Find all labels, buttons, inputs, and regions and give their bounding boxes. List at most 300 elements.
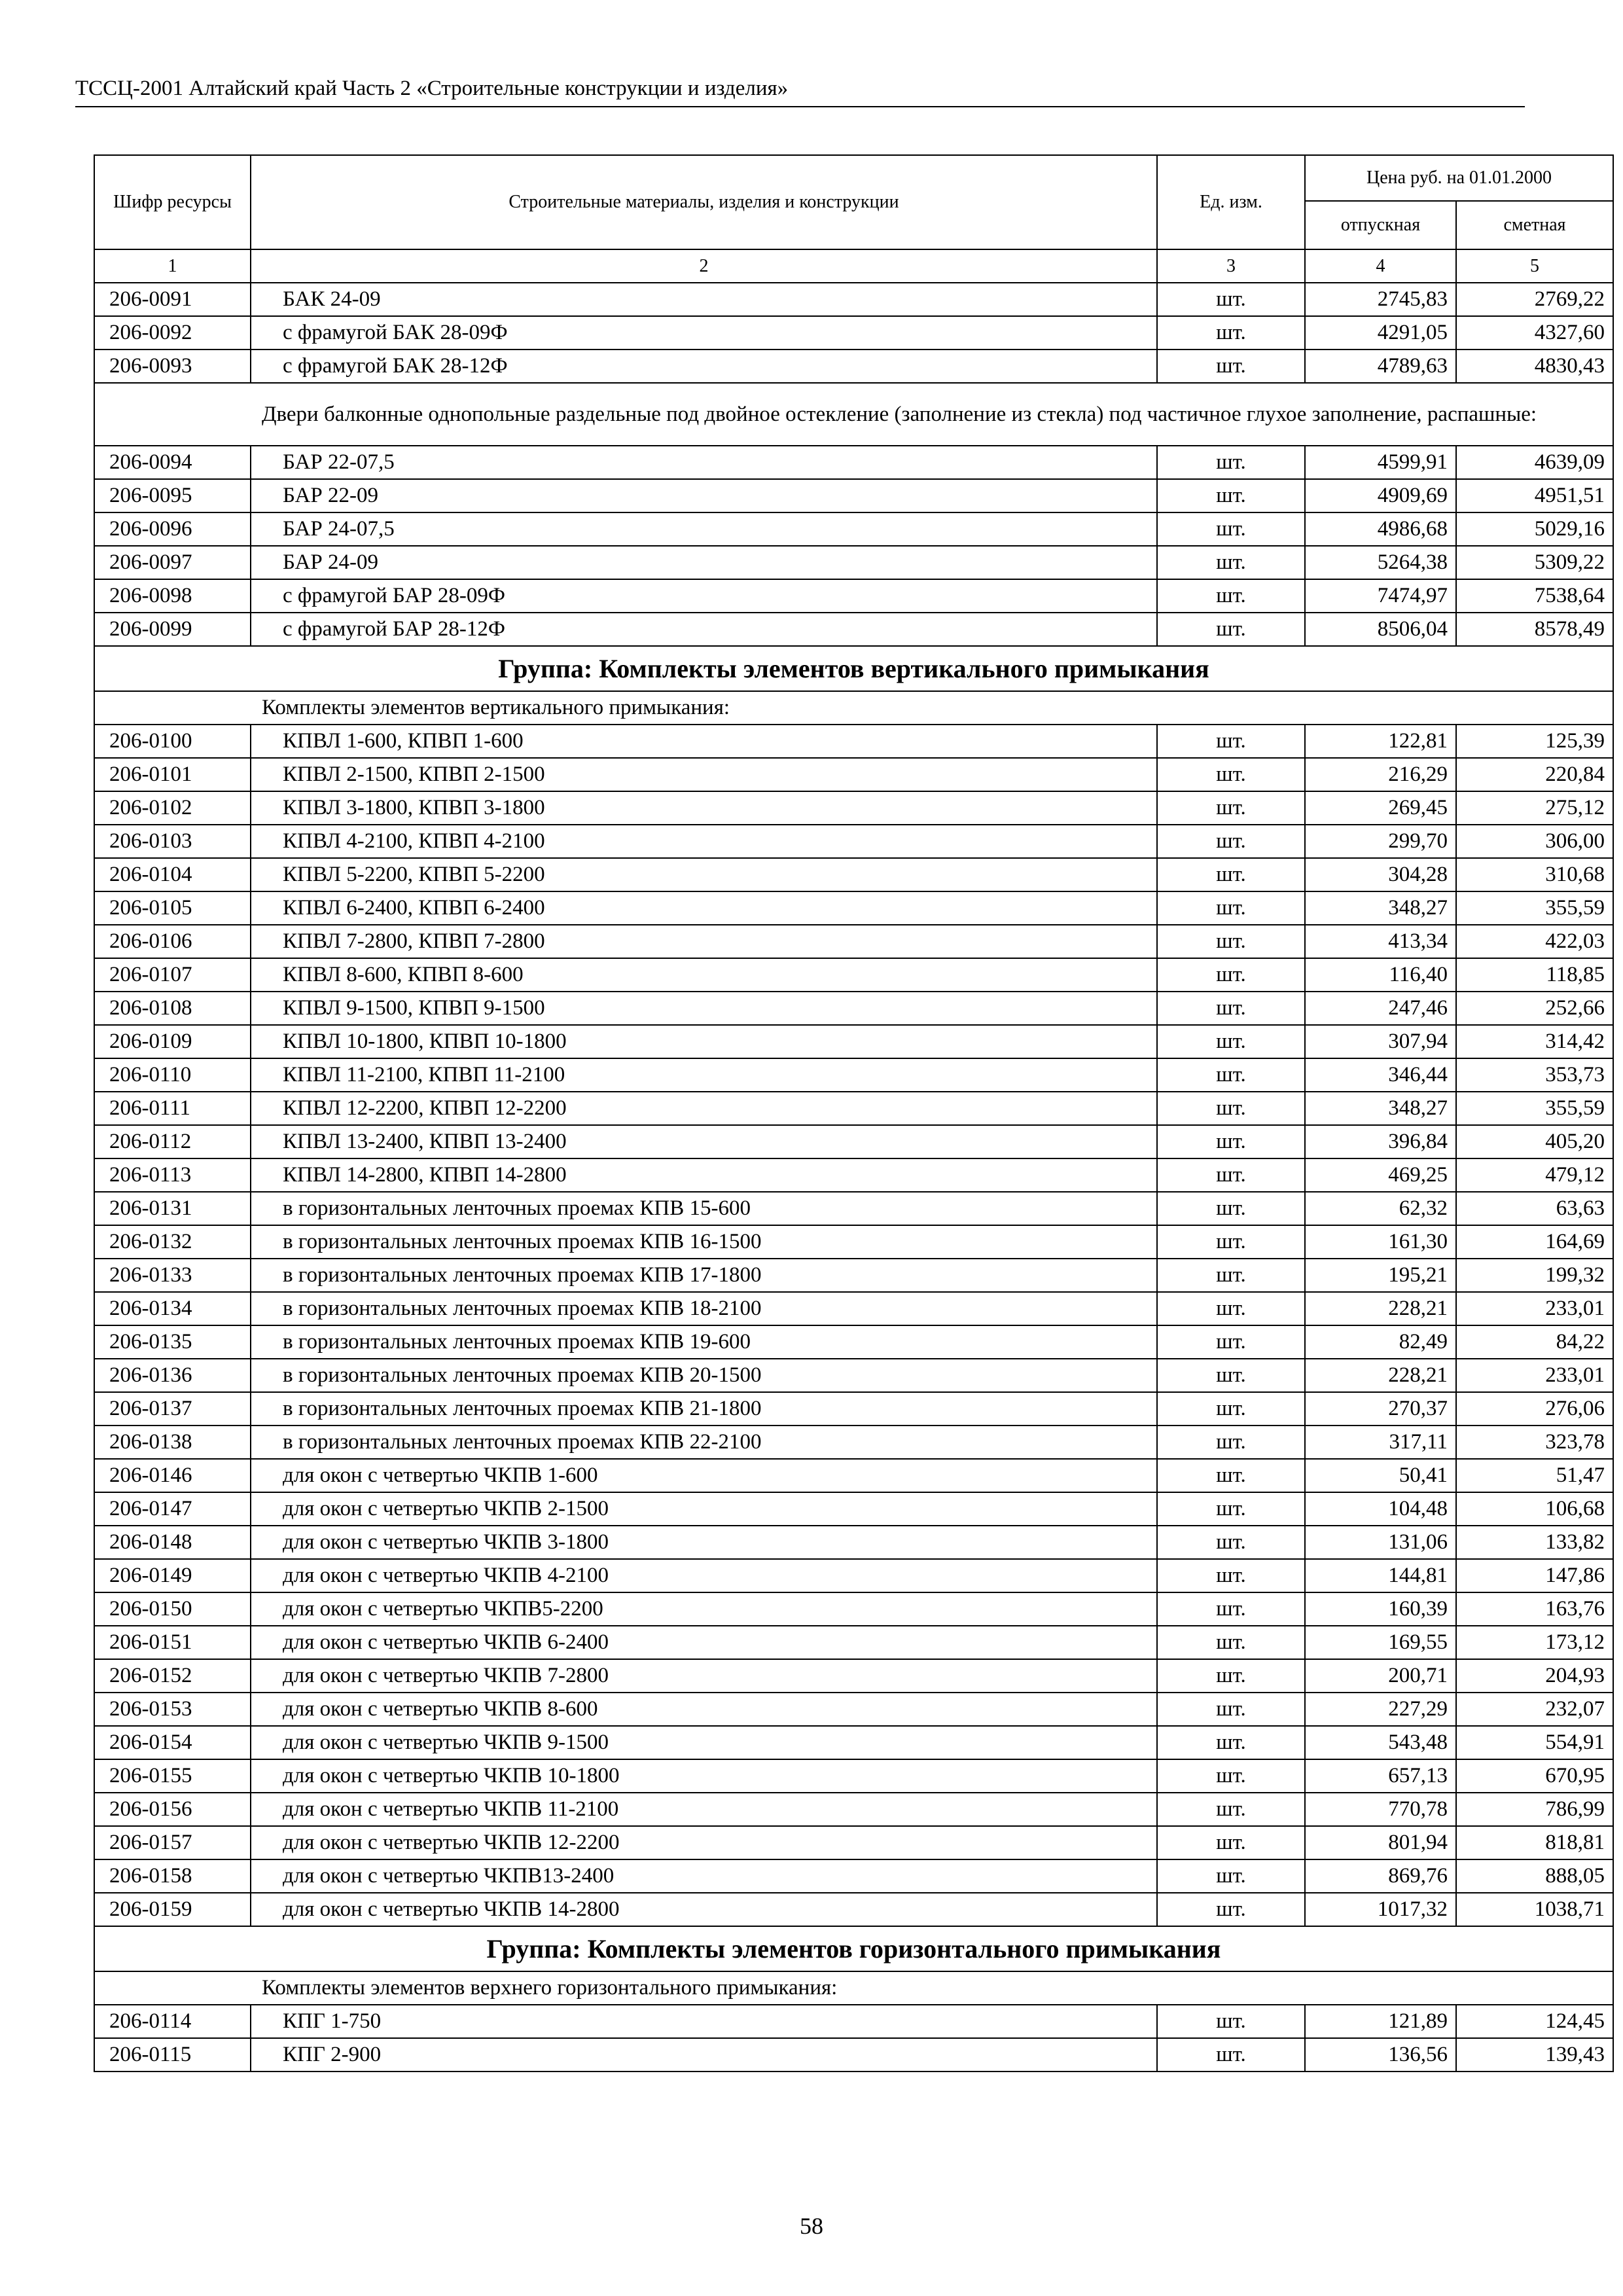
resource-code: 206-0105 [94,891,251,925]
release-price: 469,25 [1305,1158,1456,1192]
table-row [94,1659,1613,1693]
resource-code: 206-0147 [94,1492,251,1526]
release-price: 269,45 [1305,791,1456,825]
estimate-price: 4951,51 [1456,479,1613,512]
estimate-price: 276,06 [1456,1392,1613,1426]
material-name: КПВЛ 9-1500, КПВП 9-1500 [251,992,1157,1025]
material-name: КПВЛ 12-2200, КПВП 12-2200 [251,1092,1157,1125]
resource-code: 206-0097 [94,546,251,579]
estimate-price: 124,45 [1456,2005,1613,2038]
table-row [94,1325,1613,1359]
unit-of-measure: шт. [1157,1426,1305,1459]
table-row [94,925,1613,958]
material-name: КПГ 1-750 [251,2005,1157,2038]
estimate-price: 818,81 [1456,1826,1613,1859]
estimate-price: 275,12 [1456,791,1613,825]
unit-of-measure: шт. [1157,512,1305,546]
estimate-price: 252,66 [1456,992,1613,1025]
document-title: ТССЦ-2001 Алтайский край Часть 2 «Строительные конструкции и изделия» [75,77,789,100]
table-row [94,758,1613,791]
resource-code: 206-0137 [94,1392,251,1426]
material-name: с фрамугой БАР 28-12Ф [251,613,1157,646]
material-name: БАР 22-09 [251,479,1157,512]
release-price: 869,76 [1305,1859,1456,1893]
estimate-price: 353,73 [1456,1058,1613,1092]
material-name: в горизонтальных ленточных проемах КПВ 15-600 [251,1192,1157,1225]
resource-code: 206-0136 [94,1359,251,1392]
release-price: 304,28 [1305,858,1456,891]
table-row [94,1392,1613,1426]
unit-of-measure: шт. [1157,1793,1305,1826]
material-name: КПГ 2-900 [251,2038,1157,2072]
table-row [94,2005,1613,2038]
resource-code: 206-0108 [94,992,251,1025]
material-name: для окон с четвертью ЧКПВ 12-2200 [251,1826,1157,1859]
header-release-price: отпускная [1305,201,1456,249]
estimate-price: 125,39 [1456,725,1613,758]
estimate-price: 118,85 [1456,958,1613,992]
table-row [94,1726,1613,1759]
unit-of-measure: шт. [1157,1259,1305,1292]
estimate-price: 405,20 [1456,1125,1613,1158]
table-row [94,1058,1613,1092]
table-row [94,858,1613,891]
table-row [94,1125,1613,1158]
table-row [94,1259,1613,1292]
estimate-price: 164,69 [1456,1225,1613,1259]
material-name: для окон с четвертью ЧКПВ 6-2400 [251,1626,1157,1659]
estimate-price: 133,82 [1456,1526,1613,1559]
unit-of-measure: шт. [1157,725,1305,758]
material-name: КПВЛ 1-600, КПВП 1-600 [251,725,1157,758]
estimate-price: 323,78 [1456,1426,1613,1459]
material-name: для окон с четвертью ЧКПВ 10-1800 [251,1759,1157,1793]
table-row [94,350,1613,383]
header-row [94,155,1613,201]
resource-code: 206-0131 [94,1192,251,1225]
resource-code: 206-0104 [94,858,251,891]
table-row [94,891,1613,925]
unit-of-measure: шт. [1157,1025,1305,1058]
release-price: 4789,63 [1305,350,1456,383]
unit-of-measure: шт. [1157,1526,1305,1559]
header-price-group: Цена руб. на 01.01.2000 [1305,155,1613,201]
material-name: для окон с четвертью ЧКПВ 7-2800 [251,1659,1157,1693]
unit-of-measure: шт. [1157,1559,1305,1592]
subsection-note-row [94,1971,1613,2005]
estimate-price: 7538,64 [1456,579,1613,613]
estimate-price: 163,76 [1456,1592,1613,1626]
table-row [94,1559,1613,1592]
unit-of-measure: шт. [1157,1492,1305,1526]
material-name: КПВЛ 13-2400, КПВП 13-2400 [251,1125,1157,1158]
unit-of-measure: шт. [1157,613,1305,646]
release-price: 121,89 [1305,2005,1456,2038]
table-row [94,1158,1613,1192]
unit-of-measure: шт. [1157,2005,1305,2038]
table-row [94,1793,1613,1826]
estimate-price: 4327,60 [1456,316,1613,350]
unit-of-measure: шт. [1157,316,1305,350]
table-row [94,1459,1613,1492]
unit-of-measure: шт. [1157,1192,1305,1225]
estimate-price: 554,91 [1456,1726,1613,1759]
column-number: 3 [1157,249,1305,283]
column-number: 1 [94,249,251,283]
table-row [94,1492,1613,1526]
column-number: 4 [1305,249,1456,283]
estimate-price: 2769,22 [1456,283,1613,316]
release-price: 200,71 [1305,1659,1456,1693]
release-price: 2745,83 [1305,283,1456,316]
estimate-price: 310,68 [1456,858,1613,891]
estimate-price: 5309,22 [1456,546,1613,579]
resource-code: 206-0159 [94,1893,251,1926]
release-price: 50,41 [1305,1459,1456,1492]
table-row [94,579,1613,613]
unit-of-measure: шт. [1157,1759,1305,1793]
estimate-price: 306,00 [1456,825,1613,858]
column-number: 2 [251,249,1157,283]
estimate-price: 139,43 [1456,2038,1613,2072]
unit-of-measure: шт. [1157,1826,1305,1859]
unit-of-measure: шт. [1157,992,1305,1025]
table-row [94,613,1613,646]
release-price: 62,32 [1305,1192,1456,1225]
table-row [94,992,1613,1025]
resource-code: 206-0113 [94,1158,251,1192]
material-name: КПВЛ 11-2100, КПВП 11-2100 [251,1058,1157,1092]
resource-code: 206-0156 [94,1793,251,1826]
release-price: 348,27 [1305,891,1456,925]
table-row [94,479,1613,512]
table-row [94,1693,1613,1726]
material-name: с фрамугой БАР 28-09Ф [251,579,1157,613]
estimate-price: 233,01 [1456,1292,1613,1325]
material-name: с фрамугой БАК 28-09Ф [251,316,1157,350]
group-heading-row [94,646,1613,691]
resource-code: 206-0100 [94,725,251,758]
material-name: для окон с четвертью ЧКПВ 14-2800 [251,1893,1157,1926]
resource-code: 206-0146 [94,1459,251,1492]
resource-code: 206-0106 [94,925,251,958]
estimate-price: 8578,49 [1456,613,1613,646]
estimate-price: 422,03 [1456,925,1613,958]
release-price: 299,70 [1305,825,1456,858]
subsection-note-row [94,691,1613,725]
resource-code: 206-0158 [94,1859,251,1893]
estimate-price: 199,32 [1456,1259,1613,1292]
group-heading-row [94,1926,1613,1971]
unit-of-measure: шт. [1157,1459,1305,1492]
subsection-note: Двери балконные однопольные раздельные под двойное остекление (заполнение из стекла) под частичное глухое заполнение, распашные: [94,383,1613,446]
table-row [94,791,1613,825]
resource-code: 206-0092 [94,316,251,350]
resource-code: 206-0109 [94,1025,251,1058]
unit-of-measure: шт. [1157,1893,1305,1926]
material-name: в горизонтальных ленточных проемах КПВ 20-1500 [251,1359,1157,1392]
release-price: 4986,68 [1305,512,1456,546]
material-name: КПВЛ 4-2100, КПВП 4-2100 [251,825,1157,858]
resource-code: 206-0098 [94,579,251,613]
unit-of-measure: шт. [1157,1726,1305,1759]
release-price: 4909,69 [1305,479,1456,512]
table-row [94,1526,1613,1559]
material-name: КПВЛ 6-2400, КПВП 6-2400 [251,891,1157,925]
table-row [94,1626,1613,1659]
material-name: в горизонтальных ленточных проемах КПВ 19-600 [251,1325,1157,1359]
material-name: в горизонтальных ленточных проемах КПВ 21-1800 [251,1392,1157,1426]
resource-code: 206-0134 [94,1292,251,1325]
release-price: 228,21 [1305,1292,1456,1325]
release-price: 247,46 [1305,992,1456,1025]
material-name: БАР 24-07,5 [251,512,1157,546]
unit-of-measure: шт. [1157,925,1305,958]
unit-of-measure: шт. [1157,825,1305,858]
release-price: 801,94 [1305,1826,1456,1859]
column-numbers-row [94,249,1613,283]
resource-code: 206-0148 [94,1526,251,1559]
resource-code: 206-0114 [94,2005,251,2038]
estimate-price: 63,63 [1456,1192,1613,1225]
release-price: 216,29 [1305,758,1456,791]
unit-of-measure: шт. [1157,2038,1305,2072]
resource-code: 206-0093 [94,350,251,383]
unit-of-measure: шт. [1157,758,1305,791]
unit-of-measure: шт. [1157,350,1305,383]
material-name: КПВЛ 10-1800, КПВП 10-1800 [251,1025,1157,1058]
resource-code: 206-0138 [94,1426,251,1459]
resource-code: 206-0152 [94,1659,251,1693]
release-price: 4599,91 [1305,446,1456,479]
release-price: 413,34 [1305,925,1456,958]
table-row [94,1759,1613,1793]
release-price: 160,39 [1305,1592,1456,1626]
resource-code: 206-0151 [94,1626,251,1659]
release-price: 122,81 [1305,725,1456,758]
material-name: для окон с четвертью ЧКПВ 11-2100 [251,1793,1157,1826]
table-row [94,1426,1613,1459]
resource-code: 206-0096 [94,512,251,546]
subsection-note: Комплекты элементов верхнего горизонтального примыкания: [94,1971,1613,2005]
header-unit: Ед. изм. [1157,155,1305,249]
unit-of-measure: шт. [1157,283,1305,316]
unit-of-measure: шт. [1157,1325,1305,1359]
release-price: 317,11 [1305,1426,1456,1459]
resource-code: 206-0107 [94,958,251,992]
estimate-price: 51,47 [1456,1459,1613,1492]
release-price: 82,49 [1305,1325,1456,1359]
resource-code: 206-0149 [94,1559,251,1592]
release-price: 169,55 [1305,1626,1456,1659]
resource-code: 206-0150 [94,1592,251,1626]
release-price: 270,37 [1305,1392,1456,1426]
estimate-price: 479,12 [1456,1158,1613,1192]
table-row [94,1359,1613,1392]
table-row [94,1192,1613,1225]
table-row [94,1859,1613,1893]
subsection-note: Комплекты элементов вертикального примыкания: [94,691,1613,725]
table-row [94,546,1613,579]
estimate-price: 173,12 [1456,1626,1613,1659]
estimate-price: 670,95 [1456,1759,1613,1793]
resource-code: 206-0155 [94,1759,251,1793]
release-price: 770,78 [1305,1793,1456,1826]
estimate-price: 888,05 [1456,1859,1613,1893]
unit-of-measure: шт. [1157,858,1305,891]
release-price: 346,44 [1305,1058,1456,1092]
unit-of-measure: шт. [1157,546,1305,579]
table-row [94,958,1613,992]
material-name: КПВЛ 2-1500, КПВП 2-1500 [251,758,1157,791]
resource-code: 206-0154 [94,1726,251,1759]
material-name: КПВЛ 8-600, КПВП 8-600 [251,958,1157,992]
material-name: БАР 22-07,5 [251,446,1157,479]
unit-of-measure: шт. [1157,1626,1305,1659]
resource-code: 206-0101 [94,758,251,791]
resource-code: 206-0102 [94,791,251,825]
release-price: 131,06 [1305,1526,1456,1559]
unit-of-measure: шт. [1157,446,1305,479]
page-header [75,73,1525,107]
release-price: 8506,04 [1305,613,1456,646]
table-row [94,1225,1613,1259]
unit-of-measure: шт. [1157,791,1305,825]
table-row [94,1292,1613,1325]
table-row [94,512,1613,546]
material-name: для окон с четвертью ЧКПВ 8-600 [251,1693,1157,1726]
resource-code: 206-0132 [94,1225,251,1259]
table-row [94,725,1613,758]
unit-of-measure: шт. [1157,958,1305,992]
resource-code: 206-0103 [94,825,251,858]
estimate-price: 233,01 [1456,1359,1613,1392]
material-name: для окон с четвертью ЧКПВ 3-1800 [251,1526,1157,1559]
table-row [94,446,1613,479]
unit-of-measure: шт. [1157,1058,1305,1092]
unit-of-measure: шт. [1157,579,1305,613]
resource-code: 206-0133 [94,1259,251,1292]
unit-of-measure: шт. [1157,1225,1305,1259]
group-heading: Группа: Комплекты элементов вертикального примыкания [94,646,1613,691]
estimate-price: 4639,09 [1456,446,1613,479]
resource-code: 206-0095 [94,479,251,512]
unit-of-measure: шт. [1157,1392,1305,1426]
material-name: КПВЛ 3-1800, КПВП 3-1800 [251,791,1157,825]
release-price: 396,84 [1305,1125,1456,1158]
material-name: БАК 24-09 [251,283,1157,316]
estimate-price: 5029,16 [1456,512,1613,546]
resource-code: 206-0111 [94,1092,251,1125]
unit-of-measure: шт. [1157,891,1305,925]
unit-of-measure: шт. [1157,1693,1305,1726]
unit-of-measure: шт. [1157,1592,1305,1626]
release-price: 657,13 [1305,1759,1456,1793]
table-row [94,1893,1613,1926]
table-row [94,825,1613,858]
resource-code: 206-0110 [94,1058,251,1092]
release-price: 116,40 [1305,958,1456,992]
release-price: 227,29 [1305,1693,1456,1726]
header-estimate-price: сметная [1456,201,1613,249]
table-row [94,2038,1613,2072]
material-name: КПВЛ 5-2200, КПВП 5-2200 [251,858,1157,891]
material-name: в горизонтальных ленточных проемах КПВ 22-2100 [251,1426,1157,1459]
material-name: в горизонтальных ленточных проемах КПВ 18-2100 [251,1292,1157,1325]
unit-of-measure: шт. [1157,1659,1305,1693]
material-name: КПВЛ 14-2800, КПВП 14-2800 [251,1158,1157,1192]
material-name: для окон с четвертью ЧКПВ 9-1500 [251,1726,1157,1759]
estimate-price: 4830,43 [1456,350,1613,383]
resource-code: 206-0094 [94,446,251,479]
estimate-price: 786,99 [1456,1793,1613,1826]
resource-code: 206-0153 [94,1693,251,1726]
material-name: в горизонтальных ленточных проемах КПВ 16-1500 [251,1225,1157,1259]
header-code: Шифр ресурсы [94,155,251,249]
estimate-price: 147,86 [1456,1559,1613,1592]
table-row [94,1092,1613,1125]
release-price: 543,48 [1305,1726,1456,1759]
release-price: 307,94 [1305,1025,1456,1058]
resource-code: 206-0091 [94,283,251,316]
material-name: для окон с четвертью ЧКПВ 2-1500 [251,1492,1157,1526]
column-number: 5 [1456,249,1613,283]
material-name: для окон с четвертью ЧКПВ 4-2100 [251,1559,1157,1592]
material-name: для окон с четвертью ЧКПВ 1-600 [251,1459,1157,1492]
material-name: в горизонтальных ленточных проемах КПВ 17-1800 [251,1259,1157,1292]
table-row [94,1025,1613,1058]
header-name: Строительные материалы, изделия и конструкции [251,155,1157,249]
estimate-price: 106,68 [1456,1492,1613,1526]
material-name: с фрамугой БАК 28-12Ф [251,350,1157,383]
unit-of-measure: шт. [1157,1092,1305,1125]
resource-code: 206-0112 [94,1125,251,1158]
page-number: 58 [800,2213,823,2239]
resource-code: 206-0099 [94,613,251,646]
release-price: 104,48 [1305,1492,1456,1526]
unit-of-measure: шт. [1157,1859,1305,1893]
unit-of-measure: шт. [1157,1359,1305,1392]
material-name: для окон с четвертью ЧКПВ5-2200 [251,1592,1157,1626]
release-price: 228,21 [1305,1359,1456,1392]
unit-of-measure: шт. [1157,1292,1305,1325]
release-price: 1017,32 [1305,1893,1456,1926]
group-heading: Группа: Комплекты элементов горизонтального примыкания [94,1926,1613,1971]
unit-of-measure: шт. [1157,1158,1305,1192]
release-price: 161,30 [1305,1225,1456,1259]
subsection-note-row [94,383,1613,446]
release-price: 195,21 [1305,1259,1456,1292]
estimate-price: 204,93 [1456,1659,1613,1693]
release-price: 348,27 [1305,1092,1456,1125]
release-price: 136,56 [1305,2038,1456,2072]
estimate-price: 220,84 [1456,758,1613,791]
unit-of-measure: шт. [1157,1125,1305,1158]
release-price: 7474,97 [1305,579,1456,613]
release-price: 5264,38 [1305,546,1456,579]
release-price: 4291,05 [1305,316,1456,350]
table-row [94,1826,1613,1859]
material-name: для окон с четвертью ЧКПВ13-2400 [251,1859,1157,1893]
table-row [94,1592,1613,1626]
resource-code: 206-0135 [94,1325,251,1359]
estimate-price: 232,07 [1456,1693,1613,1726]
resource-code: 206-0115 [94,2038,251,2072]
unit-of-measure: шт. [1157,479,1305,512]
material-name: БАР 24-09 [251,546,1157,579]
estimate-price: 1038,71 [1456,1893,1613,1926]
price-table [94,154,1614,2072]
